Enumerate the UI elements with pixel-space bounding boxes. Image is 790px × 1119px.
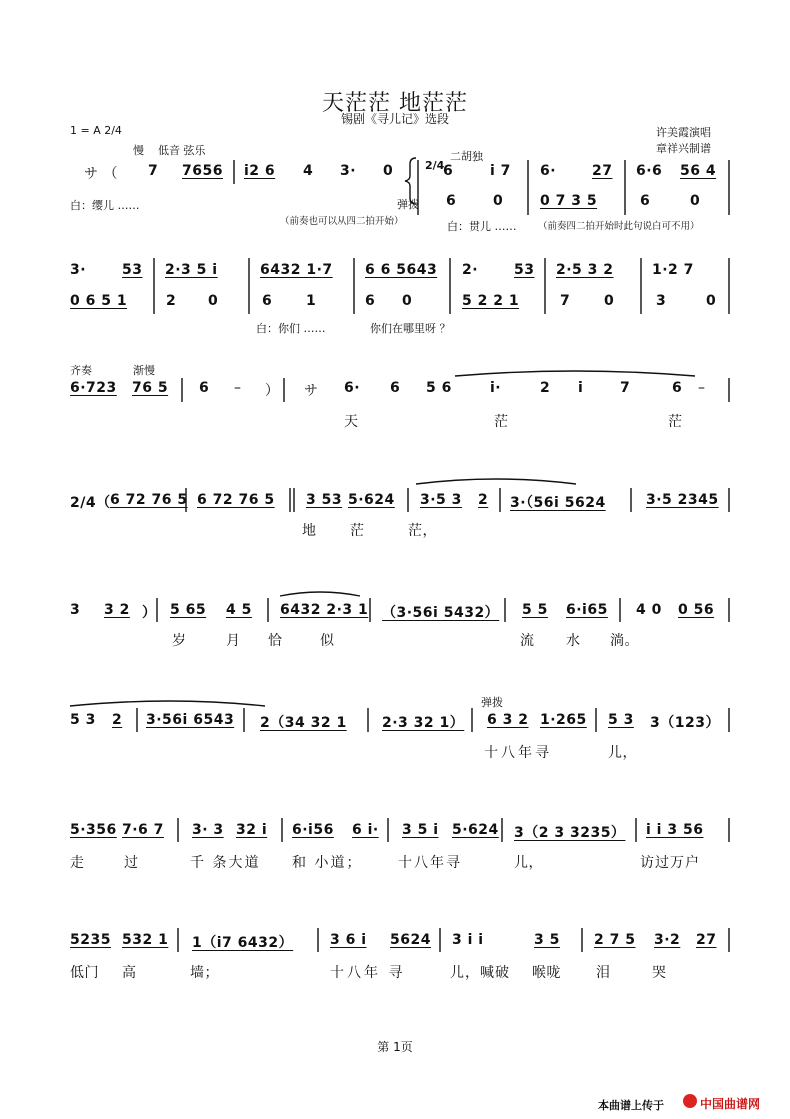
lyric: 喉咙 [532,965,561,981]
note-group: 4 [303,163,314,179]
lyric: 低门 [70,965,99,981]
note-group: 6 [262,293,273,309]
note-group: 6·723 [70,380,117,396]
note-group: 6 72 76 5 [197,492,275,508]
note-group: 1（i7 6432） [192,935,294,951]
direction-ensemble: 齐奏 [70,364,92,377]
lyric: 流 [520,633,535,649]
spoken-line: 你们在哪里呀 ？ [370,322,451,335]
note-group: 2（34 32 1 [260,715,347,731]
lyric: 月 [226,633,241,649]
lyric: 天 [344,414,359,430]
key-signature: 1 = A 2/4 [70,124,122,137]
note-group: 3·5 2345 [646,492,719,508]
note-group: 6 [443,163,454,179]
note-group: – [698,380,706,396]
note-group: 532 1 [122,932,169,948]
note-group: 6· [540,163,557,179]
page-title: 天茫茫 地茫茫 [322,91,468,116]
note-group: 6 [199,380,210,396]
lyric: 走 [70,855,85,871]
note-group: 3 5 i [402,822,439,838]
lyric: 过 [124,855,139,871]
note-group: 0 56 [678,602,715,618]
note-group: 7 [560,293,571,309]
note-group: 3·（56i 5624 [510,495,606,511]
spoken-line: 白：贯儿 …… [447,220,517,233]
note-group: 6·6 [636,163,663,179]
upload-notice: 本曲谱上传于 [598,1099,664,1112]
performance-note: （前奏也可以从四二拍开始） [280,216,404,227]
note-group: 6 [390,380,401,396]
lyric: 茫 [350,523,365,539]
note-group: 3·5 3 [420,492,462,508]
lyric: 泪 [596,965,611,981]
direction-slow: 慢 [133,144,144,157]
singer-credit: 许美霞演唱 [656,126,711,139]
note-group: 2/4（ [70,495,111,511]
note-group: 2 7 5 [594,932,636,948]
site-name: 中国曲谱网 [700,1097,761,1111]
free-rhythm-sign: サ [304,383,319,399]
lyric: 茫， [408,523,437,539]
time-signature: 2/4 [425,159,445,172]
note-group: 56 4 [680,163,717,179]
lyric: 茫 [494,414,509,430]
note-group: 6 [365,293,376,309]
note-group: 6 [640,193,651,209]
note-group: 2 [478,492,489,508]
lyric: 岁 [172,633,187,649]
note-group: 32 i [236,822,268,838]
note-group: 6 72 76 5 [110,492,188,508]
note-group: 6 i· [352,822,379,838]
note-group: 3 [656,293,667,309]
note-group: 6 [446,193,457,209]
arranger-credit: 章祥兴制谱 [656,142,711,155]
note-group: 2· [462,262,479,278]
note-group: i 7 [490,163,511,179]
note-group: 6432 2·3 1 [280,602,369,618]
note-group: 0 [604,293,615,309]
direction-low-strings: 低音 弦乐 [158,144,206,157]
note-group: 53 [514,262,535,278]
note-group: 3· 3 [192,822,224,838]
note-group: 2·3 32 1） [382,715,465,731]
note-group: 4 0 [636,602,662,618]
note-group: 0 6 5 1 [70,293,128,309]
note-group: i i 3 56 [646,822,704,838]
note-group: 4 5 [226,602,252,618]
note-group: ） [142,605,157,621]
note-group: 3 53 [306,492,343,508]
performance-note: （前奏四二拍开始时此句说白可不用） [538,221,700,232]
note-group: i [578,380,584,396]
note-group: 3 2 [104,602,130,618]
lyric: 墙； [190,965,219,981]
note-group: 3 5 [534,932,560,948]
spoken-line: 白：缨儿 …… [70,199,140,212]
note-group: 1·2 7 [652,262,694,278]
note-group: 27 [592,163,613,179]
note-group: 2·5 3 2 [556,262,614,278]
lyric: 十八年寻 [484,745,552,761]
note-group: 7 [148,163,159,179]
note-group: 6432 1·7 [260,262,333,278]
lyric: 访过万户 [640,855,700,871]
note-group: 3 i i [452,932,484,948]
lyric: 高 [122,965,137,981]
note-group: 3 [70,602,81,618]
note-group: 5235 [70,932,111,948]
note-group: 3（123） [650,715,720,731]
lyric: 儿，喊破 [450,965,510,981]
note-group: 3·56i 6543 [146,712,235,728]
note-group: 5·356 [70,822,117,838]
note-group: 27 [696,932,717,948]
free-rhythm-sign: サ （ [84,166,118,182]
note-group: 5624 [390,932,431,948]
note-group: 0 [402,293,413,309]
note-group: 5 3 [608,712,634,728]
note-group: 6·i56 [292,822,334,838]
note-group: 7656 [182,163,223,179]
note-group: 7 [620,380,631,396]
note-group: 2·3 5 i [165,262,218,278]
note-group: 0 [383,163,394,179]
note-group: 0 [706,293,717,309]
note-group: 3· [340,163,357,179]
direction-ritardando: 渐慢 [133,364,155,377]
direction-erhu: 二胡独 [450,150,483,163]
note-group: 6 3 2 [487,712,529,728]
note-group: 5·624 [348,492,395,508]
lyric: 淌。 [610,633,639,649]
note-group: 5 3 [70,712,96,728]
spoken-line: 白：你们 …… [256,322,326,335]
lyric: 恰 [268,633,283,649]
note-group: 2 [540,380,551,396]
note-group: 76 5 [132,380,169,396]
note-group: 0 [493,193,504,209]
lyric: 茫 [668,414,683,430]
direction-tanbo: 弹拨 [481,696,503,709]
note-group: （3·56i 5432） [382,605,500,621]
note-group: 0 7 3 5 [540,193,598,209]
note-group: 6· [344,380,361,396]
note-group: – [234,380,242,396]
note-group: i2 6 [244,163,276,179]
note-group: 6 6 5643 [365,262,438,278]
lyric: 水 [566,633,581,649]
note-group: 1·265 [540,712,587,728]
note-group: 5 6 [426,380,452,396]
direction-tanbo: 弹拨 [397,198,419,211]
lyric: 千 条大道 [190,855,261,871]
note-group: 2 [166,293,177,309]
note-group: 0 [690,193,701,209]
note-group: 7·6 7 [122,822,164,838]
lyric: 似 [320,633,335,649]
note-group: 2 [112,712,123,728]
lyric: 十八年 寻 [330,965,406,981]
note-group: 5 5 [522,602,548,618]
lyric: 十八年寻 [398,855,462,871]
lyric: 儿， [608,745,637,761]
note-group: 5 65 [170,602,207,618]
page-subtitle: 锡剧《寻儿记》选段 [340,112,449,126]
note-group: 6·i65 [566,602,608,618]
page-number: 第 1页 [377,1040,413,1054]
lyric: 地 [302,523,317,539]
note-group: 3（2 3 3235） [514,825,626,841]
lyric: 哭 [652,965,667,981]
note-group: i· [490,380,502,396]
note-group: 3 6 i [330,932,367,948]
note-group: 5 2 2 1 [462,293,520,309]
note-group: 53 [122,262,143,278]
note-group: 5·624 [452,822,499,838]
note-group: 6 [672,380,683,396]
note-group: 0 [208,293,219,309]
lyric: 儿， [514,855,543,871]
note-group: 3· [70,262,87,278]
note-group: ） [265,383,280,399]
lyric: 和 小道； [292,855,363,871]
note-group: 1 [306,293,317,309]
note-group: 3·2 [654,932,681,948]
